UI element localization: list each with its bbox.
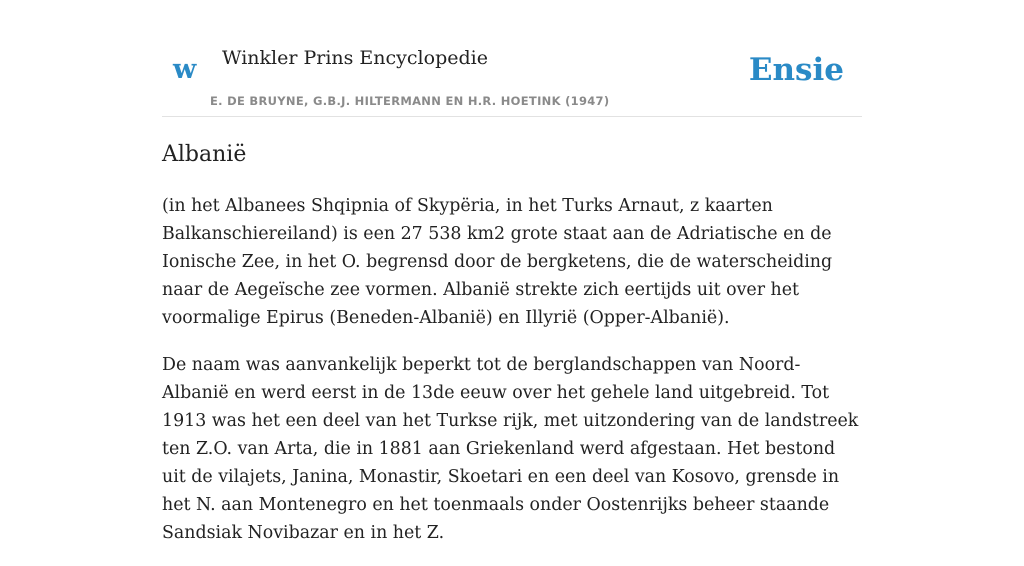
article-paragraph: (in het Albanees Shqipnia of Skypëria, in het Turks Arnaut, z kaarten Balkanschiereiland) is een 27 538 km2 grote staat aan de Adriatische en de Ionische Zee, in het O. begrensd door de bergketens, die de waterscheiding naar de Aegeïsche zee vormen. Albanië strekte zich eertijds uit over het voormalige Epirus (Beneden-Albanië) en Illyrië (Opper-Albanië).	[162, 196, 833, 328]
ensie-logo-link[interactable]: Ensie	[748, 52, 844, 88]
source-logo-icon[interactable]: w	[173, 54, 197, 85]
article-body	[162, 192, 864, 566]
article-paragraph: De naam was aanvankelijk beperkt tot de berglandschappen van Noord-Albanië en werd eerst in de 13de eeuw over het gehele land uitgebreid. Tot 1913 was het een deel van het Turkse rijk, met uitzondering van de landstreek ten Z.O. van Arta, die in 1881 aan Griekenland werd afgestaan. Het bestond uit de vilajets, Janina, Monastir, Skoetari en een deel van Kosovo, grensde in het N. aan Montenegro en het toenmaals onder Oostenrijks beheer staande Sandsiak Novibazar en in het Z.	[162, 355, 859, 543]
article-title: Albanië	[162, 142, 247, 167]
source-header	[162, 0, 862, 117]
source-authors: E. DE BRUYNE, G.B.J. HILTERMANN EN H.R. HOETINK (1947)	[210, 94, 610, 108]
source-title-link[interactable]: Winkler Prins Encyclopedie	[222, 47, 488, 69]
